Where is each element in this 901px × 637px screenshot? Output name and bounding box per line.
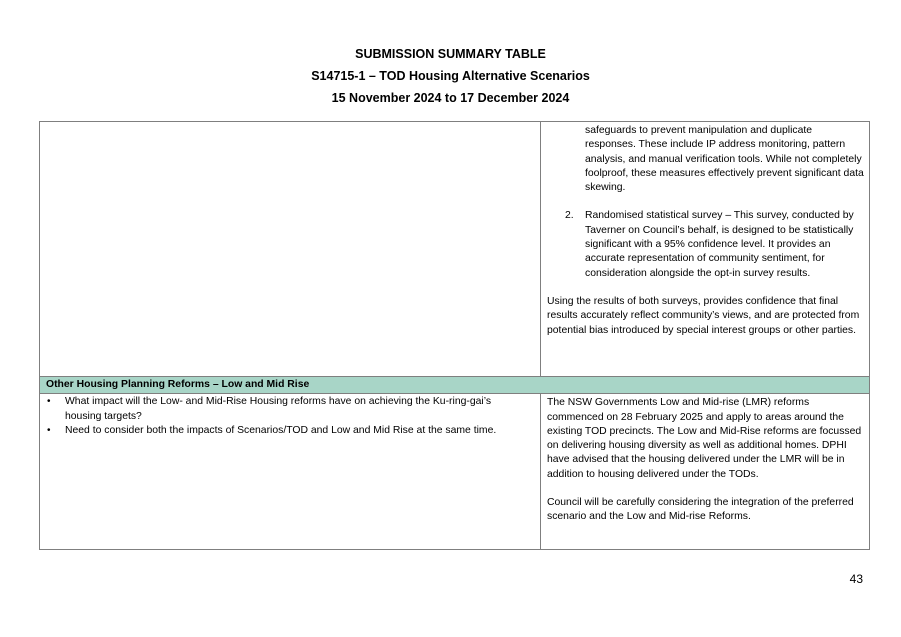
document-subtitle: S14715-1 – TOD Housing Alternative Scenarios [311,69,590,83]
list-item-continuation: safeguards to prevent manipulation and duplicate responses. These include IP address monitoring, pattern analysis, and manual verification tools. While not completely foolproof, these measures effectively prevent significant data skewing. [585,125,864,194]
bullet-text: Need to consider both the impacts of Scenarios/TOD and Low and Mid Rise at the same time. [65,424,497,436]
response-paragraph: The NSW Governments Low and Mid-rise (LMR) reforms commenced on 28 February 2025 and apply to areas around the existing TOD precincts. The Low and Mid-Rise reforms are focussed on delivering housing diversity as well as additional homes. DPHI have advised that the housing delivered under the LMR will be in addition to housing delivered under the TODs. [547,397,862,480]
response-paragraph: Council will be carefully considering the integration of the preferred scenario and the Low and Mid-rise Reforms. [547,497,854,523]
response-cell [541,122,870,377]
submission-summary-table [39,121,870,550]
section-header-row [40,377,870,394]
submission-cell [40,394,541,550]
submission-bullets [40,395,540,438]
document-date-range: 15 November 2024 to 17 December 2024 [331,91,570,105]
document-title: SUBMISSION SUMMARY TABLE [355,47,546,61]
list-item-text: Randomised statistical survey – This survey, conducted by Taverner on Council’s behalf, is designed to be statistically significant with a 95% confidence level. It provides an accurate representation of community sentiment, for consideration alongside the opt-in survey results. [585,210,854,279]
table-row [40,394,870,550]
list-item [40,395,540,424]
continued-list [547,124,865,195]
response-paragraph: Using the results of both surveys, provides confidence that final results accurately reflect community’s views, and are protected from potential bias introduced by special interest groups or other parties. [547,295,860,336]
list-item [547,209,865,280]
page-number: 43 [849,572,863,586]
submission-cell [40,122,541,377]
bullet-icon: • [47,396,51,408]
section-heading: Other Housing Planning Reforms – Low and Mid Rise [40,377,870,394]
bullet-text: What impact will the Low- and Mid-Rise Housing reforms have on achieving the Ku-ring-gai’s housing targets? [65,396,492,422]
list-item [40,424,540,438]
document-header [0,43,901,109]
table-row [40,122,870,377]
response-cell [541,394,870,550]
bullet-icon: • [47,424,51,436]
list-item-number: 2. [565,210,574,222]
